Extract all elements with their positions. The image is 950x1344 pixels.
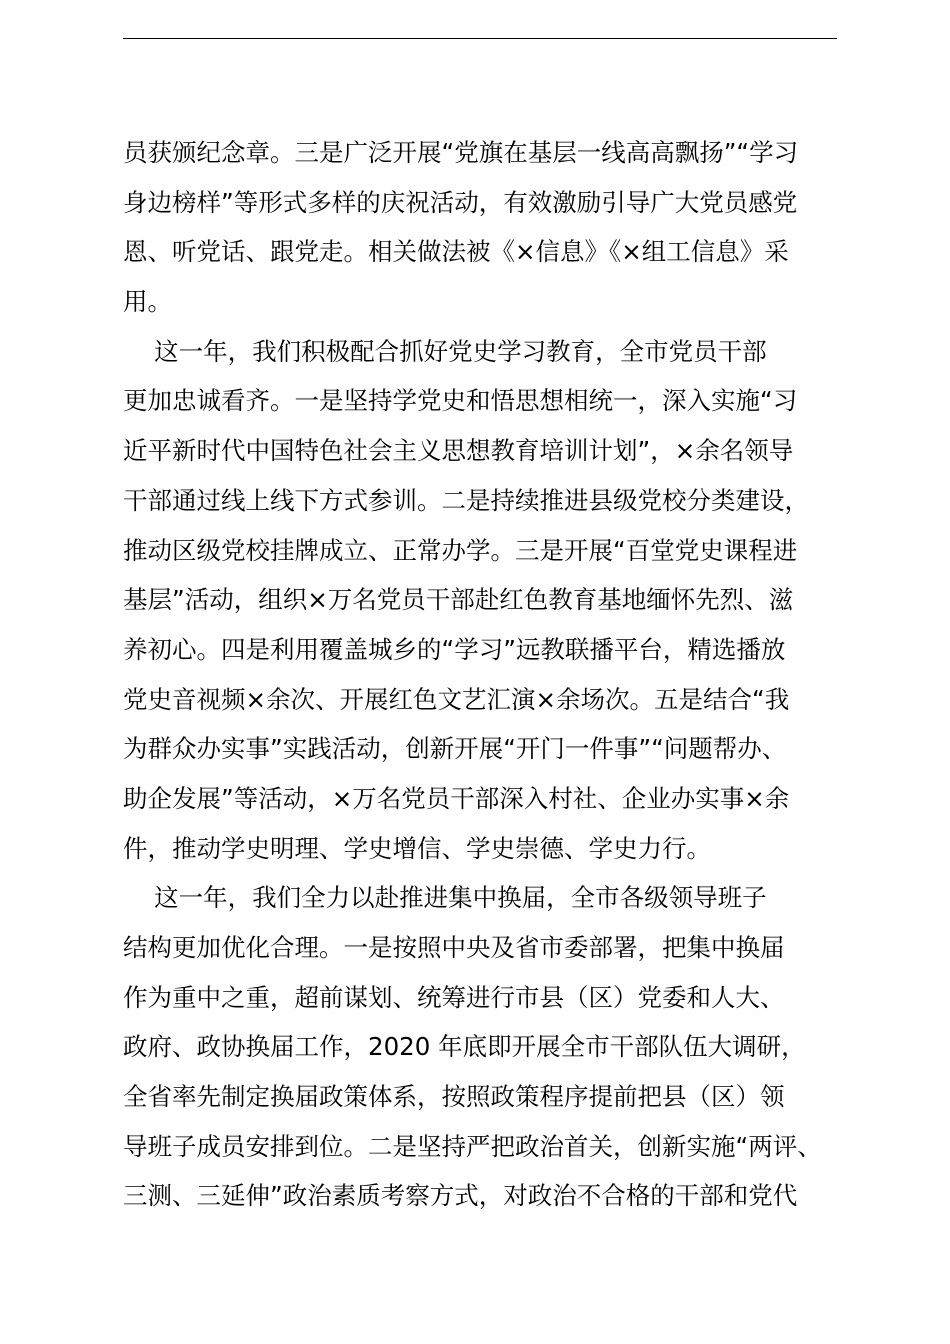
text-line: 这一年，我们全力以赴推进集中换届，全市各级领导班子 xyxy=(123,883,767,913)
text-line: 件，推动学史明理、学史增信、学史崇德、学史力行。 xyxy=(123,833,711,863)
text-line: 基层”活动，组织×万名党员干部赴红色教育基地缅怀先烈、滋 xyxy=(123,585,794,615)
text-line: 导班子成员安排到位。二是坚持严把政治首关，创新实施“两评、 xyxy=(123,1131,822,1161)
header-rule xyxy=(123,38,837,39)
text-line: 党史音视频×余次、开展红色文艺汇演×余场次。五是结合“我 xyxy=(123,684,790,714)
text-line: 政府、政协换届工作，2020 年底即开展全市干部队伍大调研， xyxy=(123,1032,806,1062)
document-body xyxy=(123,128,843,1221)
text-line: 员获颁纪念章。三是广泛开展“党旗在基层一线高高飘扬”“学习 xyxy=(123,138,799,167)
text-line: 三测、三延伸”政治素质考察方式，对政治不合格的干部和党代 xyxy=(123,1181,798,1211)
text-line: 结构更加优化合理。一是按照中央及省市委部署，把集中换届 xyxy=(123,933,785,962)
text-line: 养初心。四是利用覆盖城乡的“学习”远教联播平台，精选播放 xyxy=(123,634,786,664)
text-line: 这一年，我们积极配合抓好党史学习教育，全市党员干部 xyxy=(123,336,767,366)
text-line: 更加忠诚看齐。一是坚持学党史和悟思想相统一，深入实施“习 xyxy=(123,386,798,416)
text-line: 推动区级党校挂牌成立、正常办学。三是开展“百堂党史课程进 xyxy=(123,535,798,565)
text-line: 全省率先制定换届政策体系，按照政策程序提前把县（区）领 xyxy=(123,1082,785,1112)
text-line: 助企发展”等活动，×万名党员干部深入村社、企业办实事×余 xyxy=(123,783,790,813)
text-line: 用。 xyxy=(123,287,172,317)
text-line: 恩、听党话、跟党走。相关做法被《×信息》《×组工信息》采 xyxy=(123,237,789,267)
text-line: 近平新时代中国特色社会主义思想教育培训计划”，×余名领导 xyxy=(123,436,794,466)
text-line: 身边榜样”等形式多样的庆祝活动，有效激励引导广大党员感党 xyxy=(123,187,798,217)
text-line: 干部通过线上线下方式参训。二是持续推进县级党校分类建设， xyxy=(123,485,809,515)
text-line: 作为重中之重，超前谋划、统筹进行市县（区）党委和人大、 xyxy=(123,982,785,1012)
text-line: 为群众办实事”实践活动，创新开展“开门一件事”“问题帮办、 xyxy=(123,734,787,764)
